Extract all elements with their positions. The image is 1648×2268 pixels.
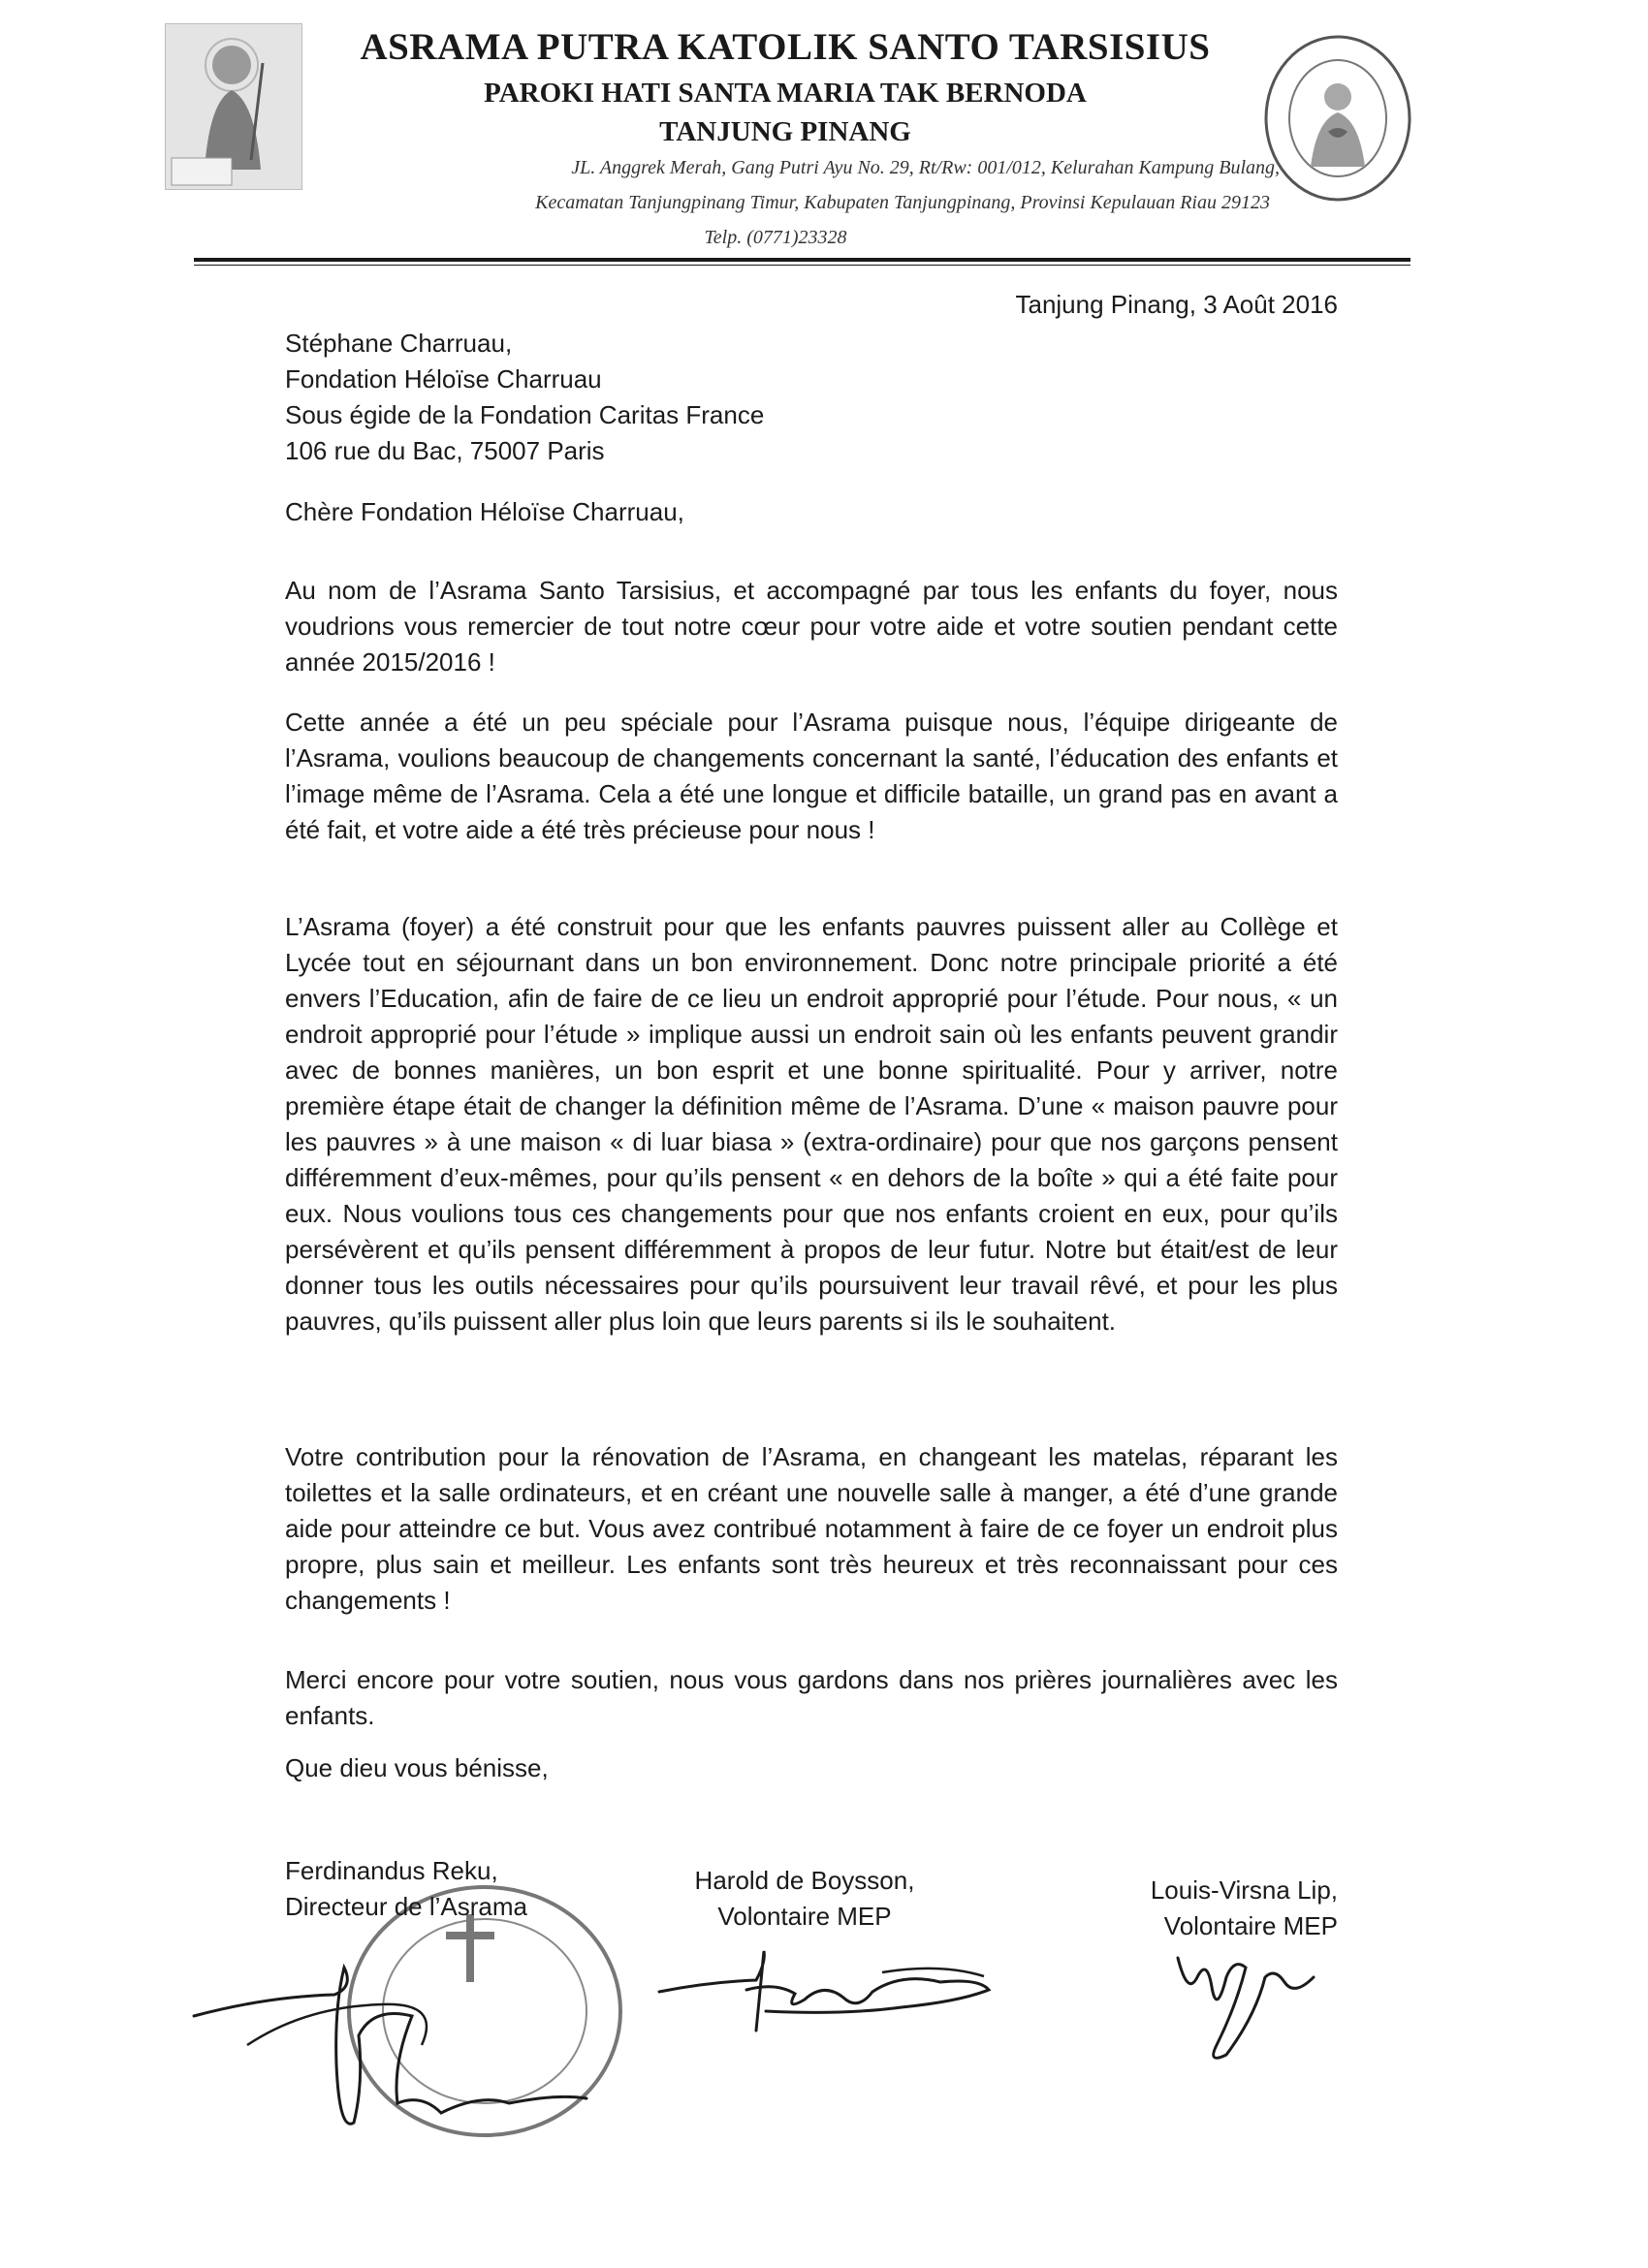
signatory-role: Volontaire MEP <box>1163 1911 1338 1940</box>
letterhead-divider-thin <box>194 265 1410 266</box>
signatory-name: Louis-Virsna Lip, <box>1150 1875 1338 1905</box>
recipient-line: Stéphane Charruau, <box>285 329 513 358</box>
recipient-address <box>285 326 1254 469</box>
signatory-name: Harold de Boysson, <box>694 1866 915 1895</box>
director-signature <box>189 1948 596 2142</box>
signatory-volunteer-1 <box>611 1863 998 1935</box>
handwritten-signature-icon <box>650 1943 998 2040</box>
recipient-line: Sous égide de la Fondation Caritas France <box>285 400 765 429</box>
address-line-1: JL. Anggrek Merah, Gang Putri Ayu No. 29, Rt/Rw: 001/012, Kelurahan Kampung Bulang, <box>571 157 1280 178</box>
body-paragraph: Au nom de l’Asrama Santo Tarsisius, et accompagné par tous les enfants du foyer, nous voudrions vous remercier de tout notre cœur pour votre aide et votre soutien pendant cette année 2015/2016 ! <box>285 576 1338 677</box>
signatory-role: Directeur de l’Asrama <box>285 1892 527 1921</box>
signatory-director <box>285 1853 527 1925</box>
phone-number: Telp. (0771)23328 <box>704 227 847 248</box>
signatory-name: Ferdinandus Reku, <box>285 1856 498 1885</box>
parish-seal <box>1260 31 1415 205</box>
madonna-seal-icon <box>1260 31 1415 205</box>
signatory-role: Volontaire MEP <box>717 1902 892 1931</box>
body-paragraph: Cette année a été un peu spéciale pour l’Asrama puisque nous, l’équipe dirigeante de l’Asrama, voulions beaucoup de changements concernant la santé, l’éducation des enfants et l’image même de l’Asrama. Cela a été une longue et difficile bataille, un grand pas en avant a été fait, et votre aide a été très précieuse pour nous ! <box>285 708 1338 844</box>
closing-blessing: Que dieu vous bénisse, <box>285 1753 549 1782</box>
city-name: TANJUNG PINANG <box>659 116 911 147</box>
signatory-volunteer-2 <box>969 1873 1338 1944</box>
body-paragraph: Votre contribution pour la rénovation de l’Asrama, en changeant les matelas, réparant les toilettes et la salle ordinateurs, et en créant une nouvelle salle à manger, a été d’une grande aide pour atteindre ce but. Vous avez contribué notamment à faire de ce foyer un endroit plus propre, plus sain et meilleur. Les enfants sont très heureux et très reconnaissant pour ces changements ! <box>285 1442 1338 1615</box>
recipient-line: Fondation Héloïse Charruau <box>285 364 602 394</box>
recipient-line: 106 rue du Bac, 75007 Paris <box>285 436 605 465</box>
parish-name: PAROKI HATI SANTA MARIA TAK BERNODA <box>484 78 1087 109</box>
letterhead-divider <box>194 258 1410 262</box>
handwritten-signature-icon <box>189 1948 596 2142</box>
institution-name: ASRAMA PUTRA KATOLIK SANTO TARSISIUS <box>360 26 1211 68</box>
salutation: Chère Fondation Héloïse Charruau, <box>285 497 684 526</box>
body-paragraph: L’Asrama (foyer) a été construit pour que les enfants pauvres puissent aller au Collège et Lycée tout en séjournant dans un bon environnement. Donc notre principale priorité a été envers l’Education, afin de faire de ce lieu un endroit approprié pour l’étude. Pour nous, « un endroit approprié pour l’étude » implique aussi un endroit sain où les enfants peuvent grandir avec de bonnes manières, un bon esprit et une bonne spiritualité. Pour y arriver, notre première étape était de changer la définition même de l’Asrama. D’une « maison pauvre pour les pauvres » à une maison « di luar biasa » (extra-ordinaire) pour que nos garçons pensent différemment d’eux-mêmes, pour qu’ils pensent « en dehors de la boîte » qui a été faite pour eux. Nous voulions tous ces changements pour que nos enfants croient en eux, pour qu’ils persévèrent et qu’ils pensent différemment à propos de leur futur. Notre but était/est de leur donner tous les outils nécessaires pour qu’ils poursuivent leur travail rêvé, et pour les plus pauvres, qu’ils puissent aller plus loin que leurs parents si ils le souhaitent. <box>285 912 1338 1336</box>
body-paragraph: Merci encore pour votre soutien, nous vous gardons dans nos prières journalières avec les enfants. <box>285 1665 1338 1730</box>
volunteer-1-signature <box>650 1943 998 2040</box>
volunteer-2-signature <box>1158 1938 1333 2074</box>
handwritten-signature-icon <box>1158 1938 1333 2074</box>
letter-date: Tanjung Pinang, 3 Août 2016 <box>1015 290 1338 319</box>
address-line-2: Kecamatan Tanjungpinang Timur, Kabupaten Tanjungpinang, Provinsi Kepulauan Riau 29123 <box>535 192 1270 213</box>
